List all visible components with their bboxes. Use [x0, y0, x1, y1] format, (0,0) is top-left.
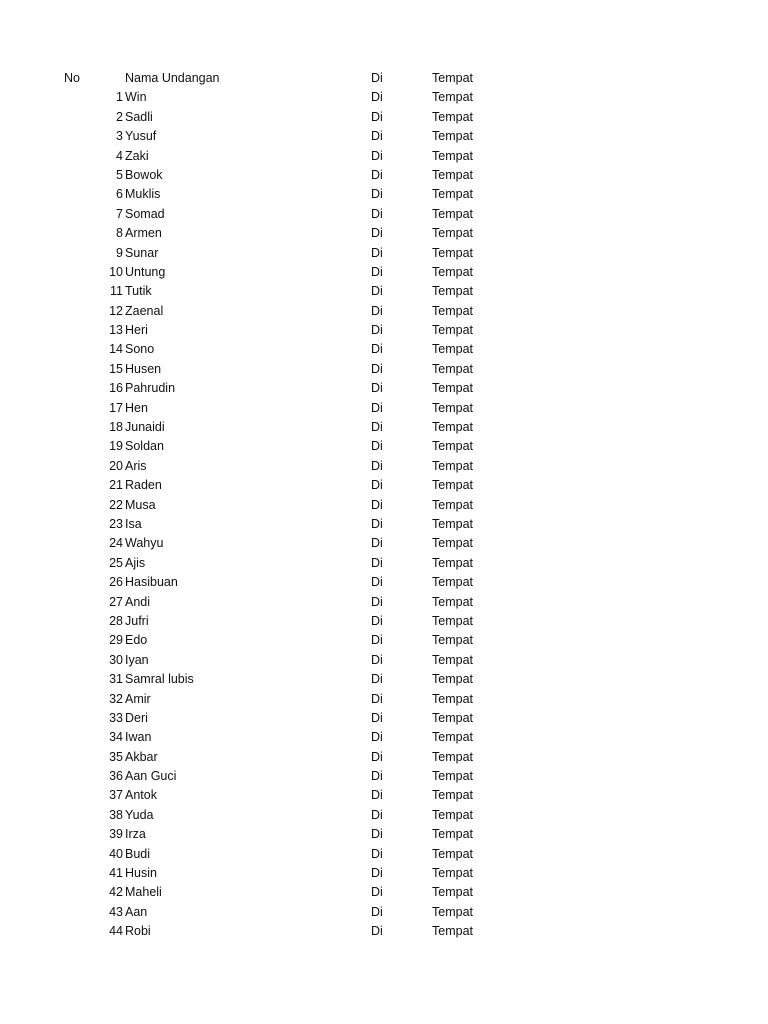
di-cell: Di [371, 148, 383, 163]
guest-name: Sadli [125, 109, 153, 124]
table-row [0, 670, 768, 689]
tempat-cell: Tempat [432, 575, 473, 590]
di-cell: Di [371, 109, 383, 124]
row-number: 30 [109, 652, 123, 667]
di-cell: Di [371, 516, 383, 531]
table-row [0, 709, 768, 728]
row-number: 7 [116, 206, 123, 221]
di-cell: Di [371, 594, 383, 609]
guest-name: Ajis [125, 555, 146, 570]
table-row [0, 302, 768, 321]
di-cell: Di [371, 187, 383, 202]
di-cell: Di [371, 342, 383, 357]
guest-name: Aris [125, 458, 147, 473]
guest-name: Wahyu [125, 536, 164, 551]
guest-name: Sono [125, 342, 155, 357]
table-row [0, 205, 768, 224]
tempat-cell: Tempat [432, 807, 473, 822]
header-row [0, 69, 768, 88]
guest-name: Raden [125, 478, 162, 493]
tempat-cell: Tempat [432, 672, 473, 687]
guest-name: Muklis [125, 187, 161, 202]
guest-name: Budi [125, 846, 151, 861]
guest-name: Aan [125, 904, 148, 919]
row-number: 17 [109, 400, 123, 415]
table-row [0, 903, 768, 922]
tempat-cell: Tempat [432, 497, 473, 512]
table-row [0, 108, 768, 127]
table-row [0, 573, 768, 592]
tempat-cell: Tempat [432, 361, 473, 376]
table-row [0, 282, 768, 301]
row-number: 19 [109, 439, 123, 454]
guest-name: Hen [125, 400, 148, 415]
di-cell: Di [371, 691, 383, 706]
di-cell: Di [371, 323, 383, 338]
tempat-cell: Tempat [432, 633, 473, 648]
table-row [0, 515, 768, 534]
row-number: 6 [116, 187, 123, 202]
table-row [0, 340, 768, 359]
guest-name: Somad [125, 206, 165, 221]
di-cell: Di [371, 284, 383, 299]
row-number: 44 [109, 924, 123, 939]
tempat-cell: Tempat [432, 323, 473, 338]
di-cell: Di [371, 710, 383, 725]
row-number: 14 [109, 342, 123, 357]
guest-name: Soldan [125, 439, 164, 454]
guest-name: Zaenal [125, 303, 164, 318]
row-number: 38 [109, 807, 123, 822]
di-cell: Di [371, 904, 383, 919]
di-cell: Di [371, 652, 383, 667]
tempat-cell: Tempat [432, 924, 473, 939]
table-row [0, 476, 768, 495]
table-row [0, 748, 768, 767]
di-cell: Di [371, 167, 383, 182]
row-number: 39 [109, 827, 123, 842]
table-row [0, 690, 768, 709]
tempat-cell: Tempat [432, 148, 473, 163]
tempat-cell: Tempat [432, 226, 473, 241]
row-number: 13 [109, 323, 123, 338]
table-row [0, 127, 768, 146]
di-cell: Di [371, 400, 383, 415]
tempat-cell: Tempat [432, 885, 473, 900]
guest-name: Andi [125, 594, 151, 609]
table-row [0, 825, 768, 844]
table-row [0, 88, 768, 107]
row-number: 32 [109, 691, 123, 706]
row-number: 21 [109, 478, 123, 493]
di-cell: Di [371, 478, 383, 493]
guest-name: Pahrudin [125, 381, 176, 396]
tempat-cell: Tempat [432, 109, 473, 124]
header-di: Di [371, 71, 383, 85]
guest-name: Akbar [125, 749, 158, 764]
guest-name: Iwan [125, 730, 152, 745]
tempat-cell: Tempat [432, 129, 473, 144]
table-row [0, 321, 768, 340]
guest-name: Maheli [125, 885, 162, 900]
tempat-cell: Tempat [432, 167, 473, 182]
di-cell: Di [371, 555, 383, 570]
table-row [0, 457, 768, 476]
guest-name: Robi [125, 924, 151, 939]
guest-name: Heri [125, 323, 148, 338]
tempat-cell: Tempat [432, 866, 473, 881]
row-number: 35 [109, 749, 123, 764]
table-row [0, 612, 768, 631]
row-number: 40 [109, 846, 123, 861]
tempat-cell: Tempat [432, 827, 473, 842]
table-row [0, 593, 768, 612]
row-number: 20 [109, 458, 123, 473]
guest-name: Amir [125, 691, 151, 706]
table-row [0, 496, 768, 515]
di-cell: Di [371, 866, 383, 881]
header-no: No [64, 71, 80, 85]
row-number: 9 [116, 245, 123, 260]
table-row [0, 147, 768, 166]
table-row [0, 418, 768, 437]
row-number: 41 [109, 866, 123, 881]
tempat-cell: Tempat [432, 904, 473, 919]
di-cell: Di [371, 439, 383, 454]
di-cell: Di [371, 633, 383, 648]
guest-name: Bowok [125, 167, 163, 182]
guest-name: Samral lubis [125, 672, 194, 687]
tempat-cell: Tempat [432, 245, 473, 260]
guest-name: Aan Guci [125, 769, 177, 784]
guest-name: Musa [125, 497, 156, 512]
row-number: 25 [109, 555, 123, 570]
di-cell: Di [371, 924, 383, 939]
row-number: 33 [109, 710, 123, 725]
tempat-cell: Tempat [432, 420, 473, 435]
row-number: 15 [109, 361, 123, 376]
table-row [0, 399, 768, 418]
tempat-cell: Tempat [432, 730, 473, 745]
tempat-cell: Tempat [432, 90, 473, 105]
di-cell: Di [371, 497, 383, 512]
table-row [0, 244, 768, 263]
di-cell: Di [371, 885, 383, 900]
row-number: 34 [109, 730, 123, 745]
table-row [0, 806, 768, 825]
di-cell: Di [371, 613, 383, 628]
table-row [0, 845, 768, 864]
tempat-cell: Tempat [432, 749, 473, 764]
guest-name: Zaki [125, 148, 149, 163]
row-number: 2 [116, 109, 123, 124]
di-cell: Di [371, 245, 383, 260]
row-number: 22 [109, 497, 123, 512]
di-cell: Di [371, 90, 383, 105]
guest-name: Junaidi [125, 420, 165, 435]
di-cell: Di [371, 458, 383, 473]
table-row [0, 185, 768, 204]
tempat-cell: Tempat [432, 846, 473, 861]
di-cell: Di [371, 730, 383, 745]
tempat-cell: Tempat [432, 206, 473, 221]
table-row [0, 651, 768, 670]
table-row [0, 728, 768, 747]
row-number: 16 [109, 381, 123, 396]
tempat-cell: Tempat [432, 264, 473, 279]
guest-name: Jufri [125, 613, 149, 628]
guest-name: Husen [125, 361, 162, 376]
di-cell: Di [371, 672, 383, 687]
row-number: 8 [116, 226, 123, 241]
guest-name: Antok [125, 788, 157, 803]
guest-list-sheet [0, 69, 768, 942]
tempat-cell: Tempat [432, 652, 473, 667]
table-row [0, 263, 768, 282]
table-row [0, 631, 768, 650]
tempat-cell: Tempat [432, 400, 473, 415]
guest-name: Yusuf [125, 129, 157, 144]
di-cell: Di [371, 264, 383, 279]
tempat-cell: Tempat [432, 478, 473, 493]
guest-name: Sunar [125, 245, 159, 260]
row-number: 43 [109, 904, 123, 919]
di-cell: Di [371, 381, 383, 396]
di-cell: Di [371, 129, 383, 144]
tempat-cell: Tempat [432, 439, 473, 454]
tempat-cell: Tempat [432, 516, 473, 531]
row-number: 12 [109, 303, 123, 318]
row-number: 27 [109, 594, 123, 609]
tempat-cell: Tempat [432, 788, 473, 803]
di-cell: Di [371, 361, 383, 376]
guest-name: Husin [125, 866, 157, 881]
guest-name: Yuda [125, 807, 154, 822]
row-number: 5 [116, 167, 123, 182]
di-cell: Di [371, 226, 383, 241]
tempat-cell: Tempat [432, 594, 473, 609]
tempat-cell: Tempat [432, 381, 473, 396]
row-number: 11 [110, 284, 123, 299]
table-row [0, 883, 768, 902]
row-number: 4 [116, 148, 123, 163]
row-number: 18 [109, 420, 123, 435]
header-tempat: Tempat [432, 71, 473, 85]
tempat-cell: Tempat [432, 187, 473, 202]
guest-name: Deri [125, 710, 148, 725]
tempat-cell: Tempat [432, 303, 473, 318]
di-cell: Di [371, 807, 383, 822]
row-number: 36 [109, 769, 123, 784]
di-cell: Di [371, 769, 383, 784]
row-number: 10 [109, 264, 123, 279]
table-row [0, 534, 768, 553]
guest-name: Tutik [125, 284, 152, 299]
table-row [0, 224, 768, 243]
header-name: Nama Undangan [125, 71, 220, 85]
di-cell: Di [371, 303, 383, 318]
tempat-cell: Tempat [432, 710, 473, 725]
table-row [0, 786, 768, 805]
row-number: 24 [109, 536, 123, 551]
di-cell: Di [371, 749, 383, 764]
table-row [0, 166, 768, 185]
guest-name: Edo [125, 633, 148, 648]
guest-name: Irza [125, 827, 146, 842]
guest-rows [0, 88, 768, 941]
row-number: 28 [109, 613, 123, 628]
tempat-cell: Tempat [432, 691, 473, 706]
table-row [0, 554, 768, 573]
di-cell: Di [371, 206, 383, 221]
di-cell: Di [371, 536, 383, 551]
tempat-cell: Tempat [432, 555, 473, 570]
guest-name: Iyan [125, 652, 149, 667]
tempat-cell: Tempat [432, 769, 473, 784]
guest-name: Armen [125, 226, 162, 241]
guest-name: Win [125, 90, 147, 105]
tempat-cell: Tempat [432, 342, 473, 357]
row-number: 42 [109, 885, 123, 900]
tempat-cell: Tempat [432, 284, 473, 299]
di-cell: Di [371, 575, 383, 590]
di-cell: Di [371, 420, 383, 435]
table-row [0, 379, 768, 398]
di-cell: Di [371, 827, 383, 842]
row-number: 37 [109, 788, 123, 803]
table-row [0, 360, 768, 379]
row-number: 29 [109, 633, 123, 648]
table-row [0, 767, 768, 786]
row-number: 23 [109, 516, 123, 531]
guest-name: Isa [125, 516, 142, 531]
table-row [0, 922, 768, 941]
row-number: 26 [109, 575, 123, 590]
table-row [0, 437, 768, 456]
row-number: 1 [116, 90, 123, 105]
table-row [0, 864, 768, 883]
row-number: 3 [116, 129, 123, 144]
di-cell: Di [371, 788, 383, 803]
guest-name: Hasibuan [125, 575, 178, 590]
tempat-cell: Tempat [432, 613, 473, 628]
row-number: 31 [109, 672, 123, 687]
tempat-cell: Tempat [432, 536, 473, 551]
tempat-cell: Tempat [432, 458, 473, 473]
di-cell: Di [371, 846, 383, 861]
guest-name: Untung [125, 264, 166, 279]
